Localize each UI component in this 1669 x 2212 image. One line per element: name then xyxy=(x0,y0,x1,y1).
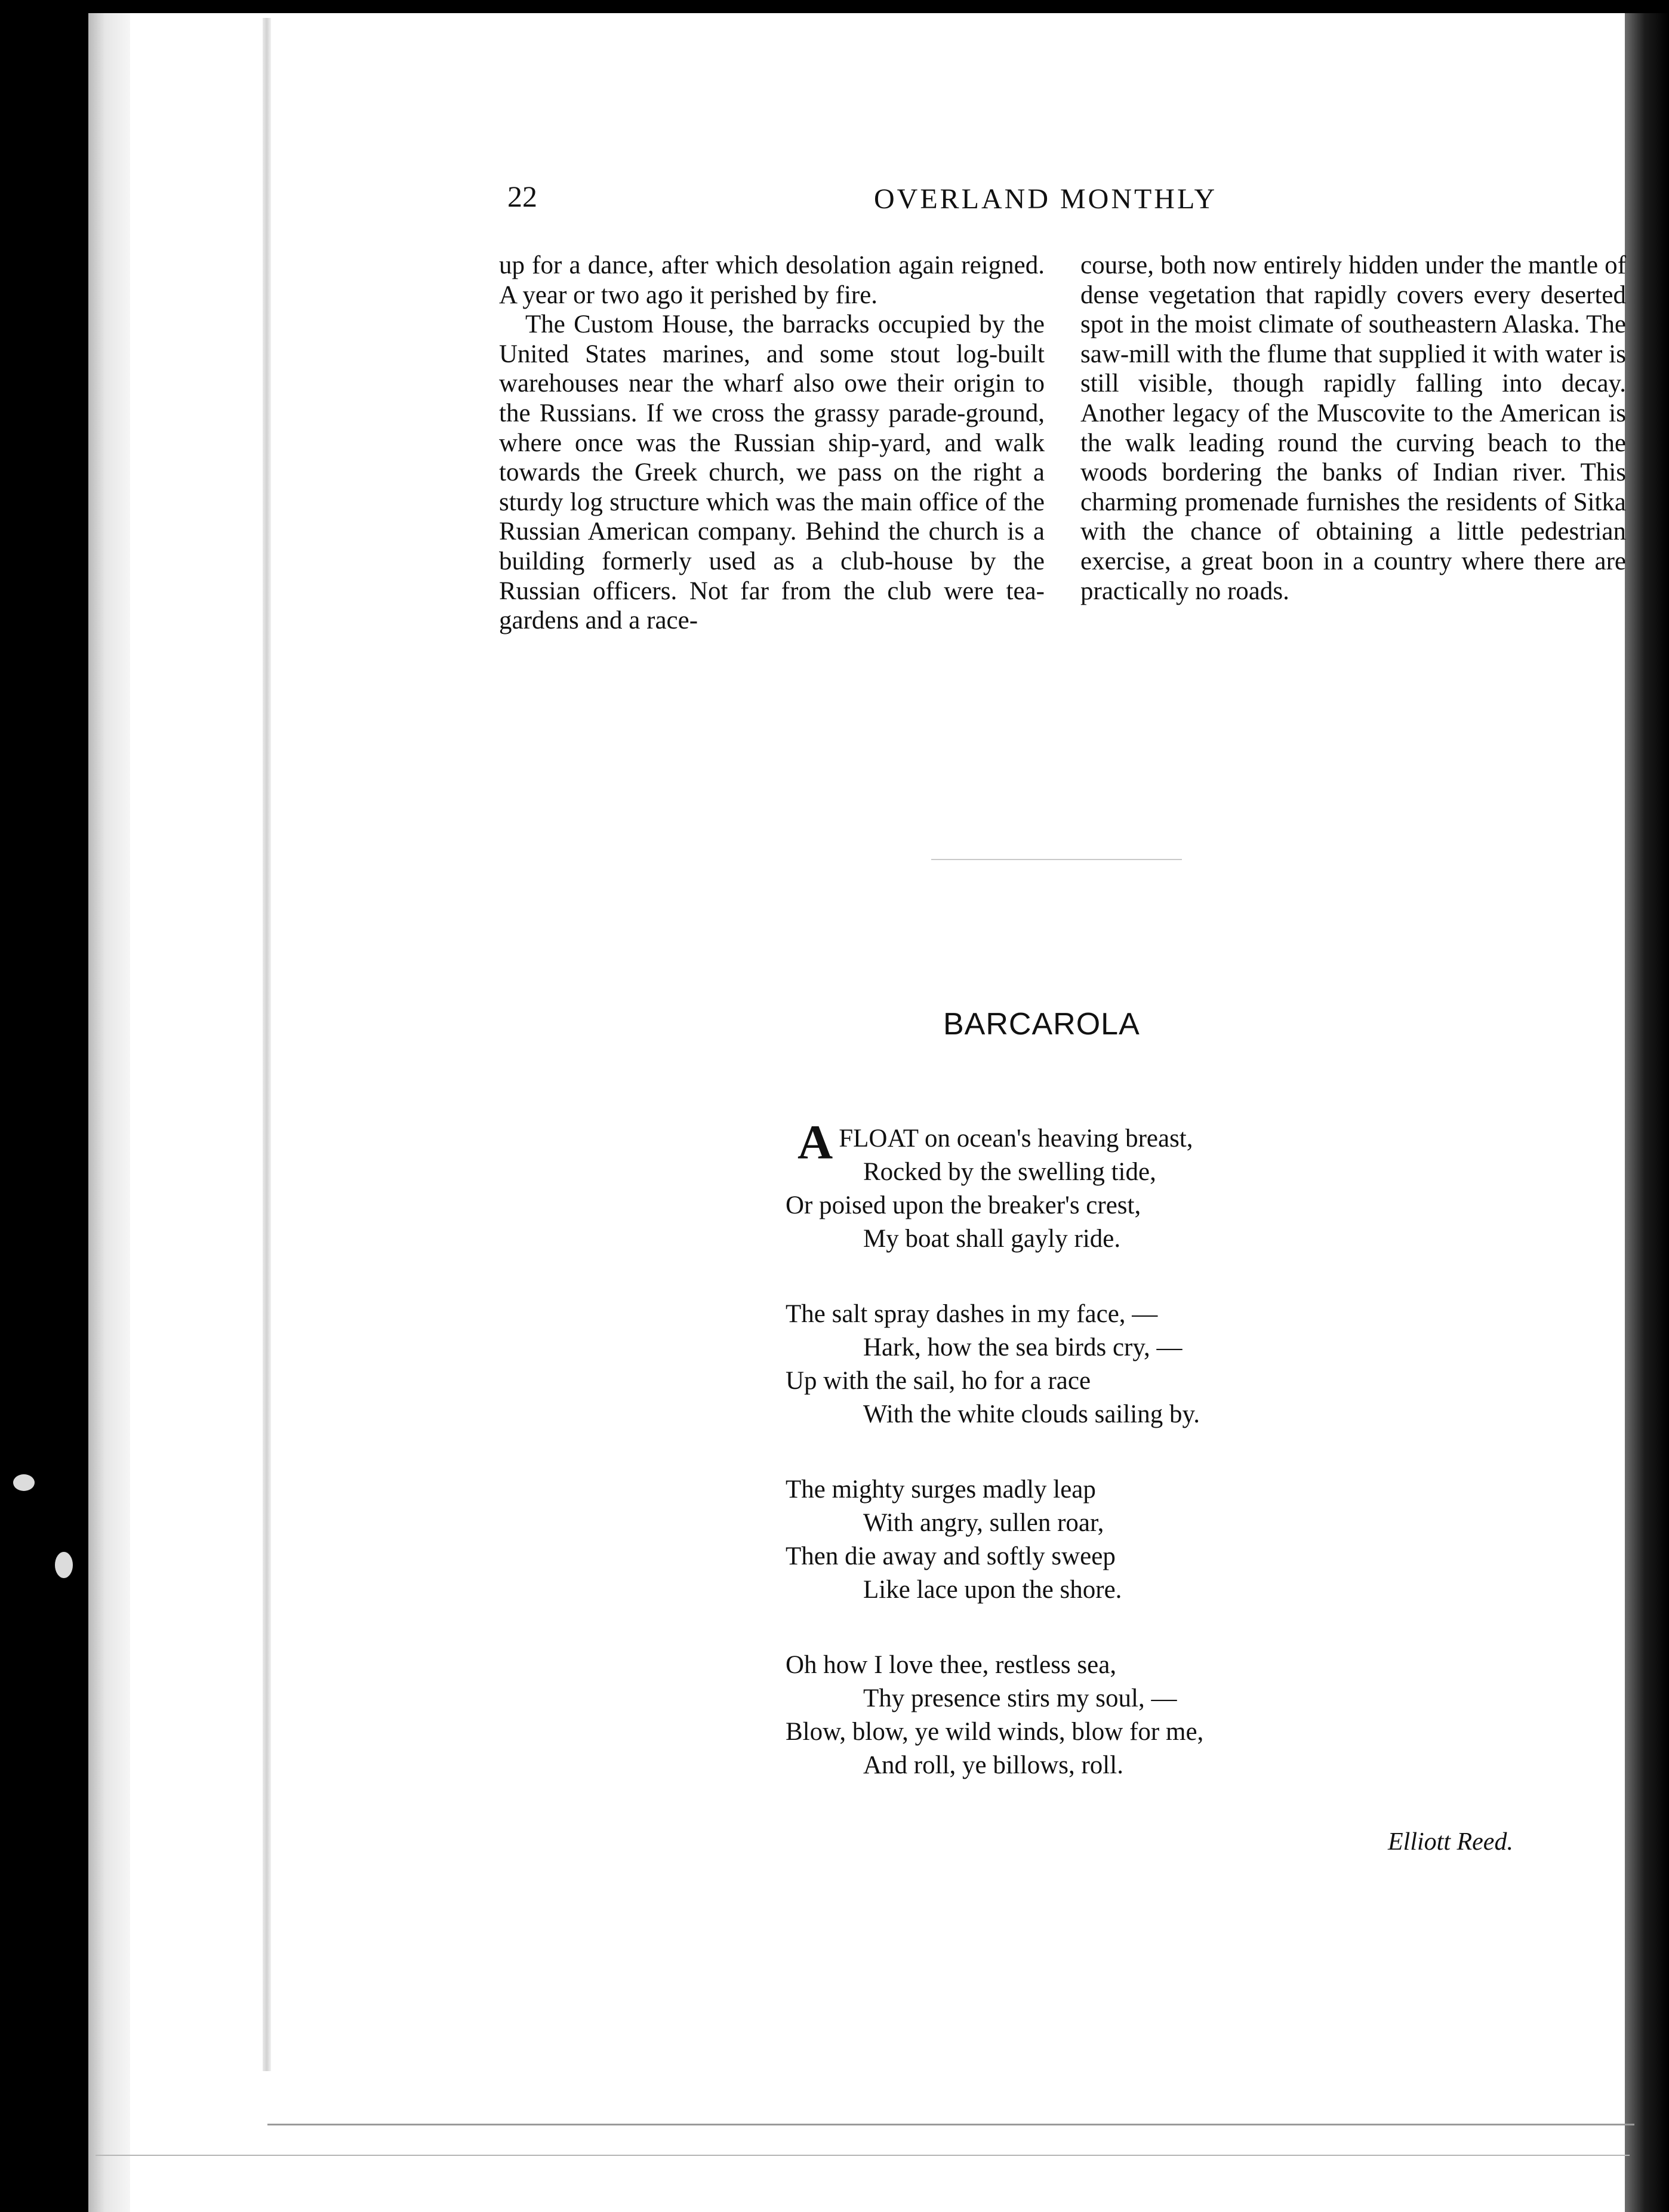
stanza-2 xyxy=(786,1298,1311,1431)
scan-speck xyxy=(13,1474,35,1491)
page-gutter xyxy=(263,18,271,2071)
poem-line: Rocked by the swelling tide, xyxy=(863,1158,1156,1186)
drop-cap: A xyxy=(797,1115,833,1169)
poem-line: Hark, how the sea birds cry, — xyxy=(863,1333,1183,1361)
poem-line: With angry, sullen roar, xyxy=(863,1509,1104,1537)
page-edge-left xyxy=(88,13,130,2212)
scan-speck xyxy=(55,1552,73,1578)
poem-line: The mighty surges madly leap xyxy=(786,1475,1096,1504)
stanza-3 xyxy=(786,1473,1311,1607)
paragraph: up for a dance, after which desolation again reigned. A year or two ago it perished by fire. xyxy=(499,251,1045,309)
poem-line: Like lace upon the shore. xyxy=(863,1576,1122,1604)
page-edge-right xyxy=(1625,13,1669,2212)
poem-body xyxy=(786,1115,1311,1824)
poem-line: Oh how I love thee, restless sea, xyxy=(786,1651,1117,1679)
poem-line: Then die away and softly sweep xyxy=(786,1542,1116,1570)
poem-line: Thy presence stirs my soul, — xyxy=(863,1684,1177,1712)
poem-line: And roll, ye billows, roll. xyxy=(863,1751,1123,1779)
running-head xyxy=(507,179,1624,227)
poem-line: The salt spray dashes in my face, — xyxy=(786,1300,1158,1328)
poem-line: Up with the sail, ho for a race xyxy=(786,1367,1091,1395)
paragraph: course, both now entirely hidden under the mantle of dense vegetation that rapidly covers every deserted spot in the moist climate of southeastern Alaska. The saw-mill with the flume that supplied it with water is still visible, though rapidly falling into decay. Another legacy of the Muscovite to the American is the walk leading round the curving beach to the woods bordering the banks of Indian river. This charming promenade furnishes the residents of Sitka with the chance of obtaining a little pedestrian exercise, a great boon in a country where there are practically no roads. xyxy=(1080,251,1626,605)
poem-line: With the white clouds sailing by. xyxy=(863,1400,1200,1428)
poem-line: Blow, blow, ye wild winds, blow for me, xyxy=(786,1718,1204,1746)
stanza-1 xyxy=(786,1115,1311,1256)
journal-title: OVERLAND MONTHLY xyxy=(874,183,1218,215)
page-bottom-edge xyxy=(267,2124,1634,2131)
article-column-right xyxy=(1080,251,1626,606)
article-column-left xyxy=(499,251,1045,636)
poem-title: BARCAROLA xyxy=(943,1007,1140,1042)
poem-line: My boat shall gayly ride. xyxy=(863,1225,1121,1253)
page-number: 22 xyxy=(507,180,537,213)
paragraph: The Custom House, the barracks occupied by the United States marines, and some stout log-built warehouses near the wharf also owe their origin to the Russians. If we cross the grassy parade-ground, where once was the Russian ship-yard, and walk towards the Greek church, we pass on the right a sturdy log structure which was the main office of the Russian American company. Behind the church is a building formerly used as a club-house by the Russian officers. Not far from the club were tea-gardens and a race- xyxy=(499,310,1045,635)
poem-author: Elliott Reed. xyxy=(1388,1828,1513,1856)
poem-line xyxy=(786,1115,1311,1169)
stanza-4 xyxy=(786,1649,1311,1782)
poem-line: Or poised upon the breaker's crest, xyxy=(786,1191,1141,1219)
section-divider xyxy=(931,859,1182,860)
page-bottom-edge-outer xyxy=(96,2155,1630,2161)
poem-line-text: FLOAT on ocean's heaving breast, xyxy=(839,1125,1193,1153)
